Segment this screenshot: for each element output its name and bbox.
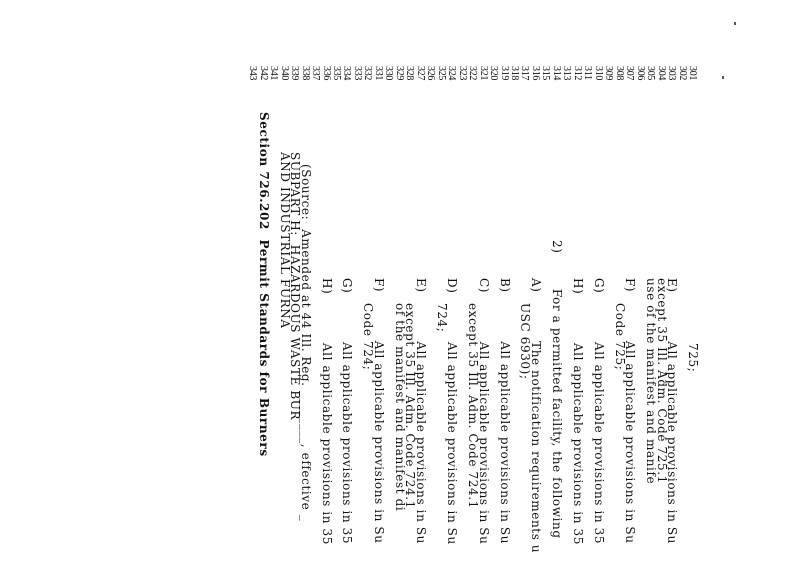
line-number: 309 (603, 66, 615, 81)
line-number: 330 (383, 66, 395, 81)
document-text: 725; (686, 343, 700, 373)
line-number: 341 (268, 66, 280, 81)
line-number: 340 (278, 66, 290, 81)
document-line (342, 0, 353, 566)
line-number: 306 (634, 66, 646, 81)
line-number: 321 (477, 66, 489, 81)
line-number: 329 (393, 66, 405, 81)
scan-speck (734, 22, 736, 25)
document-line (279, 0, 290, 566)
line-number: 328 (404, 66, 416, 81)
document-text: E) All applicable provisions in Su (665, 278, 680, 544)
line-number: 311 (582, 66, 594, 80)
line-number: 342 (257, 66, 269, 81)
document-line (551, 0, 562, 566)
document-line (466, 0, 481, 566)
line-number: 323 (456, 66, 468, 81)
line-number: 319 (498, 66, 510, 81)
document-line (593, 0, 604, 566)
line-number: 307 (624, 66, 636, 81)
document-line (258, 0, 269, 566)
document-line (623, 0, 638, 566)
line-number: 325 (435, 66, 447, 81)
document-line (436, 0, 447, 566)
document-text: (Source: Amended at 44 Ill. Reg. ________, effective _ (298, 164, 313, 522)
line-number: 308 (613, 66, 625, 81)
line-number: 336 (320, 66, 332, 81)
line-number: 310 (592, 66, 604, 81)
line-number: 327 (414, 66, 426, 81)
document-line (445, 0, 460, 566)
line-number: 301 (687, 66, 698, 81)
line-number: 302 (676, 66, 688, 81)
document-text: Code 725; (612, 303, 627, 371)
document-line (373, 0, 384, 566)
document-line (361, 0, 376, 566)
line-number: 332 (362, 66, 374, 81)
document-line (530, 0, 541, 566)
line-number: 318 (509, 66, 521, 81)
line-number: 338 (299, 66, 311, 81)
line-number: 305 (645, 66, 657, 81)
line-number: 313 (561, 66, 573, 81)
line-number: 324 (446, 66, 458, 81)
document-line (499, 0, 510, 566)
line-number: 337 (310, 66, 322, 81)
document-text: except 35 Ill. Adm. Code 724.1 (466, 303, 481, 509)
line-number: 320 (488, 66, 500, 81)
document-text: F) All applicable provisions in Su (623, 278, 638, 544)
document-text: Code 724; (361, 303, 376, 371)
line-number: 343 (247, 66, 259, 81)
section-heading: Section 726.202 Permit Standards for Burners (256, 112, 271, 457)
document-text: E) All applicable provisions in Su (413, 278, 428, 544)
document-text: of the manifest and manifest di (392, 303, 407, 512)
document-line (572, 0, 583, 566)
document-line (321, 0, 332, 566)
document-line (644, 0, 659, 566)
line-number: 312 (571, 66, 583, 81)
document-text: use of the manifest and manife (644, 278, 659, 485)
line-number: 339 (289, 66, 301, 81)
document-text: H) All applicable provisions in 35 (570, 278, 585, 545)
line-number: 322 (467, 66, 479, 81)
line-number: 326 (425, 66, 437, 81)
document-text: D) All applicable provisions in Su (445, 278, 460, 545)
document-text: USC 6930); (518, 303, 533, 380)
line-number: 316 (529, 66, 541, 81)
line-number: 304 (655, 66, 667, 81)
line-number: 315 (540, 66, 552, 81)
scan-speck (722, 76, 724, 79)
line-number: 331 (372, 66, 384, 81)
line-number: 317 (519, 66, 531, 81)
line-number: 303 (666, 66, 678, 81)
line-number: 334 (341, 66, 353, 81)
line-number: 333 (351, 66, 363, 81)
document-text: except 35 Ill. Adm. Code 724.1 (403, 303, 418, 509)
document-text: 724; (434, 303, 449, 333)
document-text: G) All applicable provisions in 35 (591, 278, 606, 545)
document-text: H) All applicable provisions in 35 (319, 278, 334, 545)
document-text: G) All applicable provisions in 35 (340, 278, 355, 545)
document-line (614, 0, 625, 566)
document-line (247, 0, 258, 566)
document-line (394, 0, 405, 566)
document-text: except 35 Ill. Adm. Code 725.1 (654, 278, 669, 484)
document-text: C) All applicable provisions in Su (476, 278, 491, 545)
document-line (518, 0, 533, 566)
line-number: 335 (331, 66, 343, 81)
document-line (687, 0, 698, 566)
document-text: B) All applicable provisions in Su (497, 278, 512, 545)
document-text: F) All applicable provisions in Su (371, 278, 386, 544)
document-text: SUBPART H: HAZARDOUS WASTE BUR (288, 152, 303, 421)
document-text: AND INDUSTRIAL FURNA (277, 152, 292, 329)
document-text: 2) For a permitted facility, the following (549, 240, 564, 539)
line-number: 314 (550, 66, 562, 81)
document-text: A) The notification requirements u (528, 278, 543, 554)
